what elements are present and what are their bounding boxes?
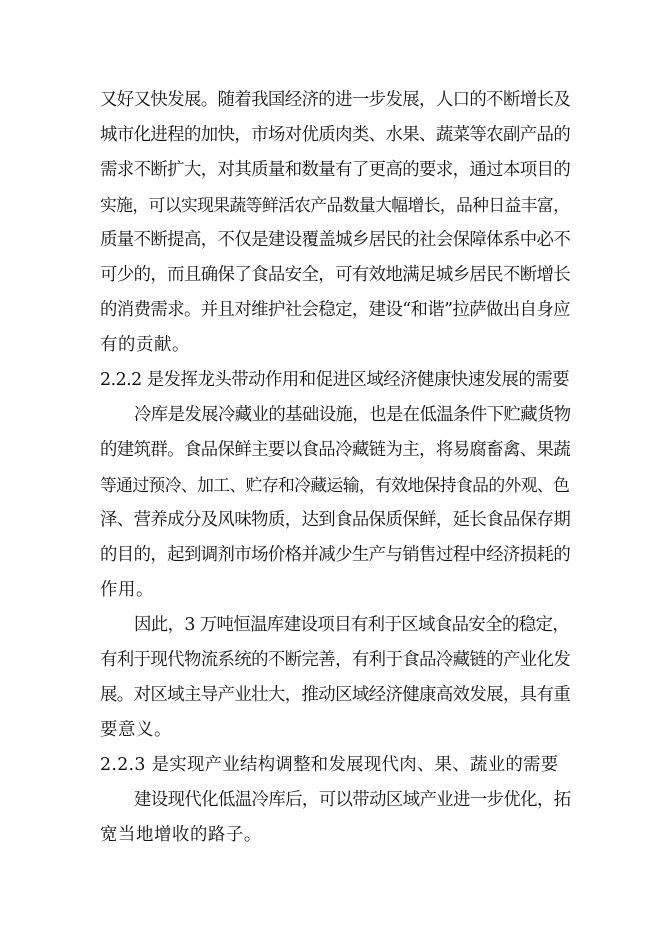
- paragraph-line: 可少的，而且确保了食品安全，可有效地满足城乡居民不断增长: [100, 265, 571, 285]
- paragraph-line: 实施，可以实现果蔬等鲜活农产品数量大幅增长，品种日益丰富，: [100, 195, 570, 215]
- section-heading-2-2-3: 2.2.3 是实现产业结构调整和发展现代肉、果、蔬业的需要: [100, 755, 559, 775]
- paragraph-line: 等通过预冷、加工、贮存和冷藏运输，有效地保持食品的外观、色: [100, 475, 570, 495]
- paragraph-line: 的消费需求。并且对维护社会稳定，建设“和谐”拉萨做出自身应: [100, 300, 570, 320]
- paragraph-line: 有利于现代物流系统的不断完善，有利于食品冷藏链的产业化发: [100, 650, 571, 670]
- paragraph-line: 有的贡献。: [100, 335, 190, 355]
- paragraph-line: 的目的，起到调剂市场价格并减少生产与销售过程中经济损耗的: [100, 545, 571, 565]
- paragraph-line: 作用。: [100, 580, 154, 600]
- paragraph-line: 质量不断提高，不仅是建设覆盖城乡居民的社会保障体系中必不: [100, 230, 571, 250]
- paragraph-line: 需求不断扩大，对其质量和数量有了更高的要求，通过本项目的: [100, 160, 571, 180]
- paragraph-line: 建设现代化低温冷库后，可以带动区域产业进一步优化，拓: [134, 790, 571, 810]
- paragraph-line: 因此，3 万吨恒温库建设项目有利于区域食品安全的稳定，: [134, 615, 570, 635]
- paragraph-line: 冷库是发展冷藏业的基础设施，也是在低温条件下贮藏货物: [134, 405, 571, 425]
- paragraph-line: 宽当地增收的路子。: [100, 825, 262, 845]
- paragraph-line: 要意义。: [100, 720, 172, 740]
- paragraph-line: 又好又快发展。随着我国经济的进一步发展，人口的不断增长及: [100, 90, 571, 110]
- section-heading-2-2-2: 2.2.2 是发挥龙头带动作用和促进区域经济健康快速发展的需要: [100, 370, 570, 390]
- paragraph-line: 展。对区域主导产业壮大，推动区域经济健康高效发展，具有重: [100, 685, 571, 705]
- paragraph-line: 泽、营养成分及风味物质，达到食品保质保鲜，延长食品保存期: [100, 510, 571, 530]
- paragraph-line: 的建筑群。食品保鲜主要以食品冷藏链为主，将易腐畜禽、果蔬: [100, 440, 571, 460]
- paragraph-line: 城市化进程的加快，市场对优质肉类、水果、蔬菜等农副产品的: [100, 125, 571, 145]
